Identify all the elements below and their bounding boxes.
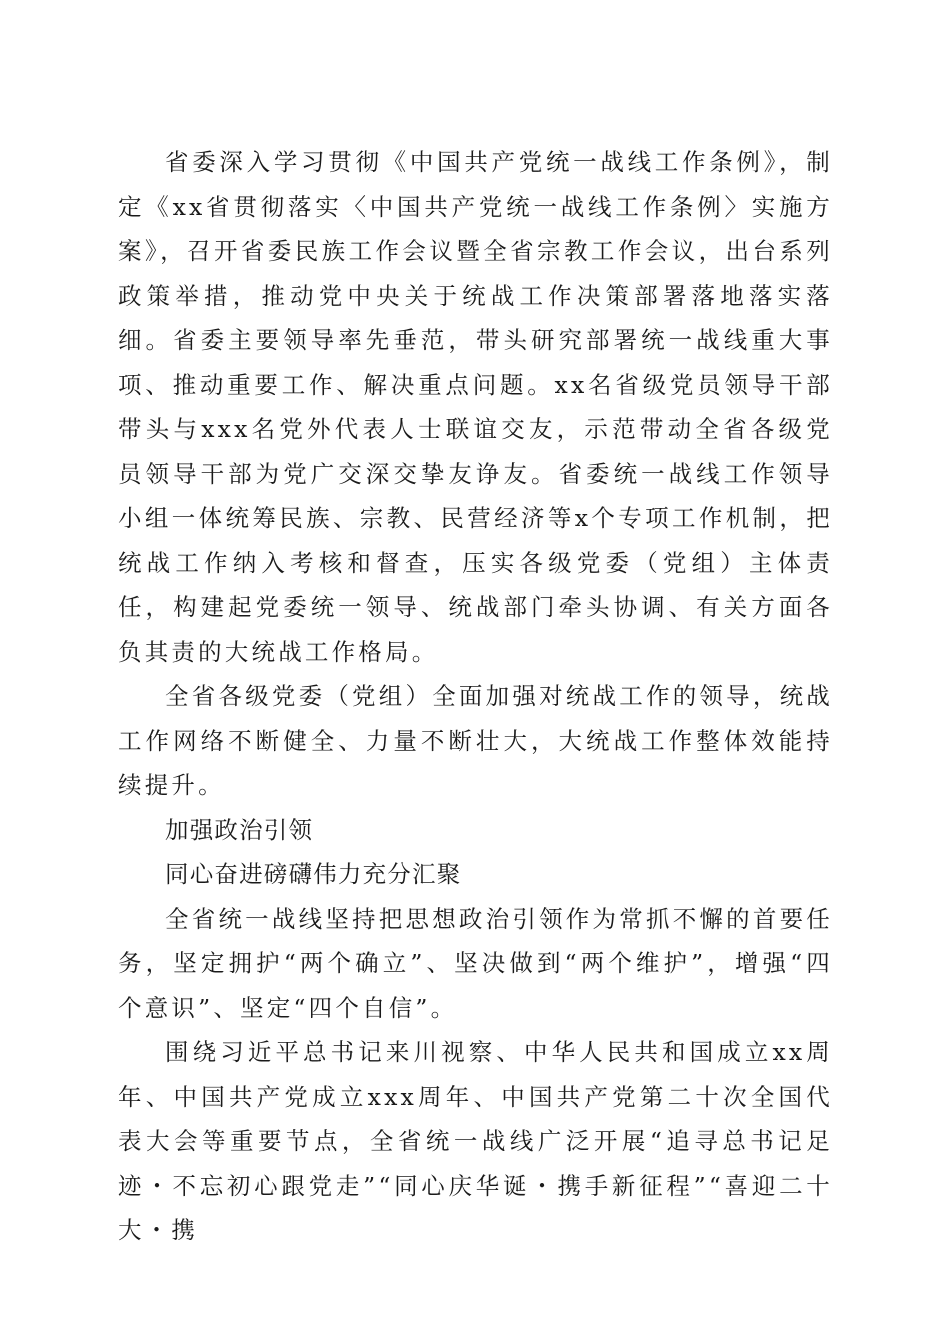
paragraph-political-guidance: 全省统一战线坚持把思想政治引领作为常抓不懈的首要任务，坚定拥护“两个确立”、坚决做到“两个维护”，增强“四个意识”、坚定“四个自信”。 xyxy=(118,904,833,1022)
paragraph-party-committee: 省委深入学习贯彻《中国共产党统一战线工作条例》，制定《xx省贯彻落实〈中国共产党统一战线工作条例〉实施方案》，召开省委民族工作会议暨全省宗教工作会议，出台系列政策举措，推动党中央关于统战工作决策部署落地落实落细。省委主要领导率先垂范，带头研究部署统一战线重大事项、推动重要工作、解决重点问题。xx名省级党员领导干部带头与xxx名党外代表人士联谊交友，示范带动全省各级党员领导干部为党广交深交挚友诤友。省委统一战线工作领导小组一体统筹民族、宗教、民营经济等x个专项工作机制，把统战工作纳入考核和督查，压实各级党委（党组）主体责任，构建起党委统一领导、统战部门牵头协调、有关方面各负其责的大统战工作格局。 xyxy=(118,148,833,666)
section-heading: 加强政治引领 xyxy=(165,815,314,844)
section-subheading: 同心奋进磅礴伟力充分汇聚 xyxy=(165,860,462,888)
paragraph-key-events: 围绕习近平总书记来川视察、中华人民共和国成立xx周年、中国共产党成立xxx周年、中国共产党第二十次全国代表大会等重要节点，全省统一战线广泛开展“追寻总书记足迹・不忘初心跟党走”“同心庆华诞・携手新征程”“喜迎二十大・携 xyxy=(118,1038,833,1244)
paragraph-leadership-summary: 全省各级党委（党组）全面加强对统战工作的领导，统战工作网络不断健全、力量不断壮大，大统战工作整体效能持续提升。 xyxy=(118,682,833,799)
document-body xyxy=(118,140,833,1253)
